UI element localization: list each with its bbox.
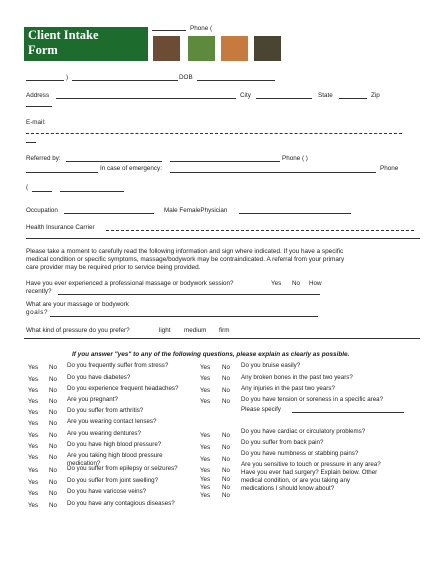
no-option[interactable]: No	[222, 432, 230, 439]
yes-option[interactable]: Yes	[28, 432, 39, 439]
question-text: Are you pregnant?	[67, 396, 118, 403]
no-option[interactable]: No	[222, 375, 230, 382]
no-option[interactable]: No	[49, 467, 57, 474]
question-text: Do you have varicose veins?	[67, 488, 147, 495]
question-text: Any broken bones in the past two years?	[241, 374, 353, 381]
phone-label-top: Phone (	[190, 25, 213, 32]
yes-instruction: If you answer "yes" to any of the following questions, please explain as clearly as possible.	[72, 351, 350, 358]
recently-label: recently?	[26, 288, 52, 295]
pressure-medium[interactable]: medium	[184, 327, 207, 334]
no-option[interactable]: No	[49, 432, 57, 439]
emergency-field[interactable]	[170, 172, 376, 173]
email-field[interactable]	[26, 133, 402, 134]
address-field[interactable]	[56, 98, 236, 99]
question-text: medical condition, or are you taking any	[241, 477, 351, 484]
yes-option[interactable]: Yes	[200, 484, 211, 491]
section-divider-2	[24, 338, 420, 339]
question-text: Have you ever had surgery? Explain below. Other	[241, 469, 378, 476]
referred-by-field-2[interactable]	[170, 161, 280, 162]
emergency-label: In case of emergency:	[100, 165, 162, 172]
form-title-line2: Form	[28, 43, 58, 57]
specify-field[interactable]	[292, 412, 404, 413]
yes-option[interactable]: Yes	[28, 420, 39, 427]
section-divider	[26, 238, 420, 239]
question-text: medication?	[67, 460, 101, 467]
form-title-line1: Client Intake	[28, 28, 99, 42]
insurance-label: Health Insurance Carrier	[26, 224, 95, 231]
city-label: City	[240, 92, 251, 99]
question-text: Are you sensitive to touch or pressure in any area?	[241, 461, 381, 468]
yes-option[interactable]: Yes	[200, 456, 211, 463]
phone-number-line[interactable]	[72, 80, 178, 81]
no-option[interactable]: No	[49, 364, 57, 371]
intro-line-1: Please take a moment to carefully read the following information and sign where indicated. If you have a specific	[26, 248, 344, 255]
pressure-question: What kind of pressure do you prefer?	[26, 327, 130, 334]
no-option[interactable]: No	[222, 456, 230, 463]
color-swatch-3	[221, 36, 248, 61]
question-text: Are you wearing dentures?	[67, 430, 141, 437]
no-option[interactable]: No	[49, 387, 57, 394]
zip-label: Zip	[371, 92, 380, 99]
question-text: Do you have tension or soreness in a specific area?	[241, 396, 384, 403]
address-label: Address	[26, 92, 50, 99]
question-text: Do you have any contagious diseases?	[67, 500, 175, 507]
occupation-field[interactable]	[64, 213, 154, 214]
yes-option[interactable]: Yes	[28, 443, 39, 450]
no-option[interactable]: No	[49, 409, 57, 416]
gender-physician-label: Male FemalePhysician	[164, 207, 228, 214]
no-option[interactable]: No	[222, 476, 230, 483]
question-text: Do you frequently suffer from stress?	[67, 362, 169, 369]
question-text: Do you have cardiac or circulatory problems?	[241, 428, 366, 435]
no-option[interactable]: No	[49, 443, 57, 450]
question-text: Are you taking high blood pressure	[67, 452, 163, 459]
color-swatch-2	[188, 36, 215, 61]
paren-close: )	[66, 74, 69, 81]
state-label: State	[318, 92, 333, 99]
state-field[interactable]	[339, 98, 367, 99]
no-option[interactable]: No	[222, 444, 230, 451]
question-text: Do you suffer from epilepsy or seizures?	[67, 465, 178, 472]
city-field[interactable]	[256, 98, 312, 99]
yes-option[interactable]: Yes	[200, 398, 211, 405]
referred-by-field[interactable]	[66, 161, 162, 162]
yes-option[interactable]: Yes	[200, 432, 211, 439]
question-text: Do you have high blood pressure?	[67, 441, 162, 448]
question-text: Are you wearing contact lenses?	[67, 418, 157, 425]
question-text: Do you have diabetes?	[67, 374, 131, 381]
yes-option[interactable]: Yes	[28, 479, 39, 486]
yes-option[interactable]: Yes	[28, 376, 39, 383]
question-text: Do you experience frequent headaches?	[67, 385, 179, 392]
massage-experience-how: How	[309, 280, 322, 287]
yes-option[interactable]: Yes	[200, 476, 211, 483]
yes-option[interactable]: Yes	[200, 444, 211, 451]
insurance-field[interactable]	[106, 230, 414, 231]
emergency-phone-label: Phone	[380, 165, 399, 172]
no-option[interactable]: No	[49, 502, 57, 509]
dob-label: DOB	[179, 74, 193, 81]
question-text: Do you suffer from back pain?	[241, 439, 324, 446]
no-option[interactable]: No	[222, 467, 230, 474]
color-swatch-4	[254, 36, 281, 61]
occupation-label: Occupation	[26, 207, 58, 214]
emergency-area-code[interactable]	[32, 191, 52, 192]
goals-label-a: What are your massage or bodywork	[26, 301, 129, 308]
no-option[interactable]: No	[222, 484, 230, 491]
yes-option[interactable]: Yes	[28, 490, 39, 497]
yes-option[interactable]: Yes	[200, 375, 211, 382]
name-line[interactable]	[152, 30, 186, 31]
yes-option[interactable]: Yes	[28, 409, 39, 416]
yes-option[interactable]: Yes	[28, 398, 39, 405]
physician-field[interactable]	[239, 213, 351, 214]
question-text: Do you have numbness or stabbing pains?	[241, 450, 359, 457]
yes-option[interactable]: Yes	[200, 364, 211, 371]
no-option[interactable]: No	[49, 454, 57, 461]
no-option[interactable]: No	[49, 376, 57, 383]
yes-option[interactable]: Yes	[28, 467, 39, 474]
yes-option[interactable]: Yes	[28, 387, 39, 394]
question-text: Do you bruise easily?	[241, 362, 301, 369]
yes-option[interactable]: Yes	[200, 492, 211, 499]
dob-field[interactable]	[197, 80, 275, 81]
recently-field[interactable]	[58, 294, 320, 295]
no-option[interactable]: No	[222, 398, 230, 405]
no-option[interactable]: No	[49, 420, 57, 427]
no-option[interactable]: No	[49, 479, 57, 486]
no-option[interactable]: No	[49, 490, 57, 497]
question-text: Do you suffer from arthritis?	[67, 407, 144, 414]
goals-field[interactable]	[50, 316, 318, 317]
referred-by-label: Referred by:	[26, 155, 61, 162]
question-text: medications I should know about?	[241, 485, 335, 492]
pressure-firm[interactable]: firm	[219, 327, 230, 334]
pressure-light[interactable]: light	[159, 327, 171, 334]
question-text: Please specify	[241, 406, 281, 413]
no-option[interactable]: No	[222, 364, 230, 371]
paren-open: (	[26, 184, 29, 191]
intro-line-3: care provider may be required prior to service being provided.	[26, 264, 201, 271]
phone-field-line[interactable]	[26, 80, 64, 81]
emergency-phone-field[interactable]	[60, 191, 124, 192]
color-swatch-1	[153, 36, 180, 61]
emergency-pre-line[interactable]	[26, 172, 98, 173]
question-text: Any injuries in the past two years?	[241, 385, 335, 392]
phone-parens-label: Phone ( )	[282, 155, 308, 162]
email-label: E-mail:	[26, 119, 46, 126]
question-text: Do you suffer from joint swelling?	[67, 477, 159, 484]
goals-label-b: goals?	[26, 309, 49, 316]
email-field-cont[interactable]	[26, 142, 36, 143]
no-option[interactable]: No	[49, 398, 57, 405]
yes-option[interactable]: Yes	[200, 467, 211, 474]
no-option[interactable]: No	[222, 492, 230, 499]
yes-option[interactable]: Yes	[28, 454, 39, 461]
yes-option[interactable]: Yes	[28, 502, 39, 509]
no-option[interactable]: No	[222, 387, 230, 394]
intro-line-2: medical condition or specific symptoms, massage/bodywork may be contraindicated. A referral from your primary	[26, 256, 345, 263]
yes-option[interactable]: Yes	[28, 364, 39, 371]
zip-field[interactable]	[26, 106, 52, 107]
massage-experience-question: Have you ever experienced a professional massage or bodywork session?	[26, 280, 234, 287]
yes-option[interactable]: Yes	[200, 387, 211, 394]
massage-experience-no[interactable]: No	[292, 280, 301, 287]
massage-experience-yes[interactable]: Yes	[271, 280, 282, 287]
